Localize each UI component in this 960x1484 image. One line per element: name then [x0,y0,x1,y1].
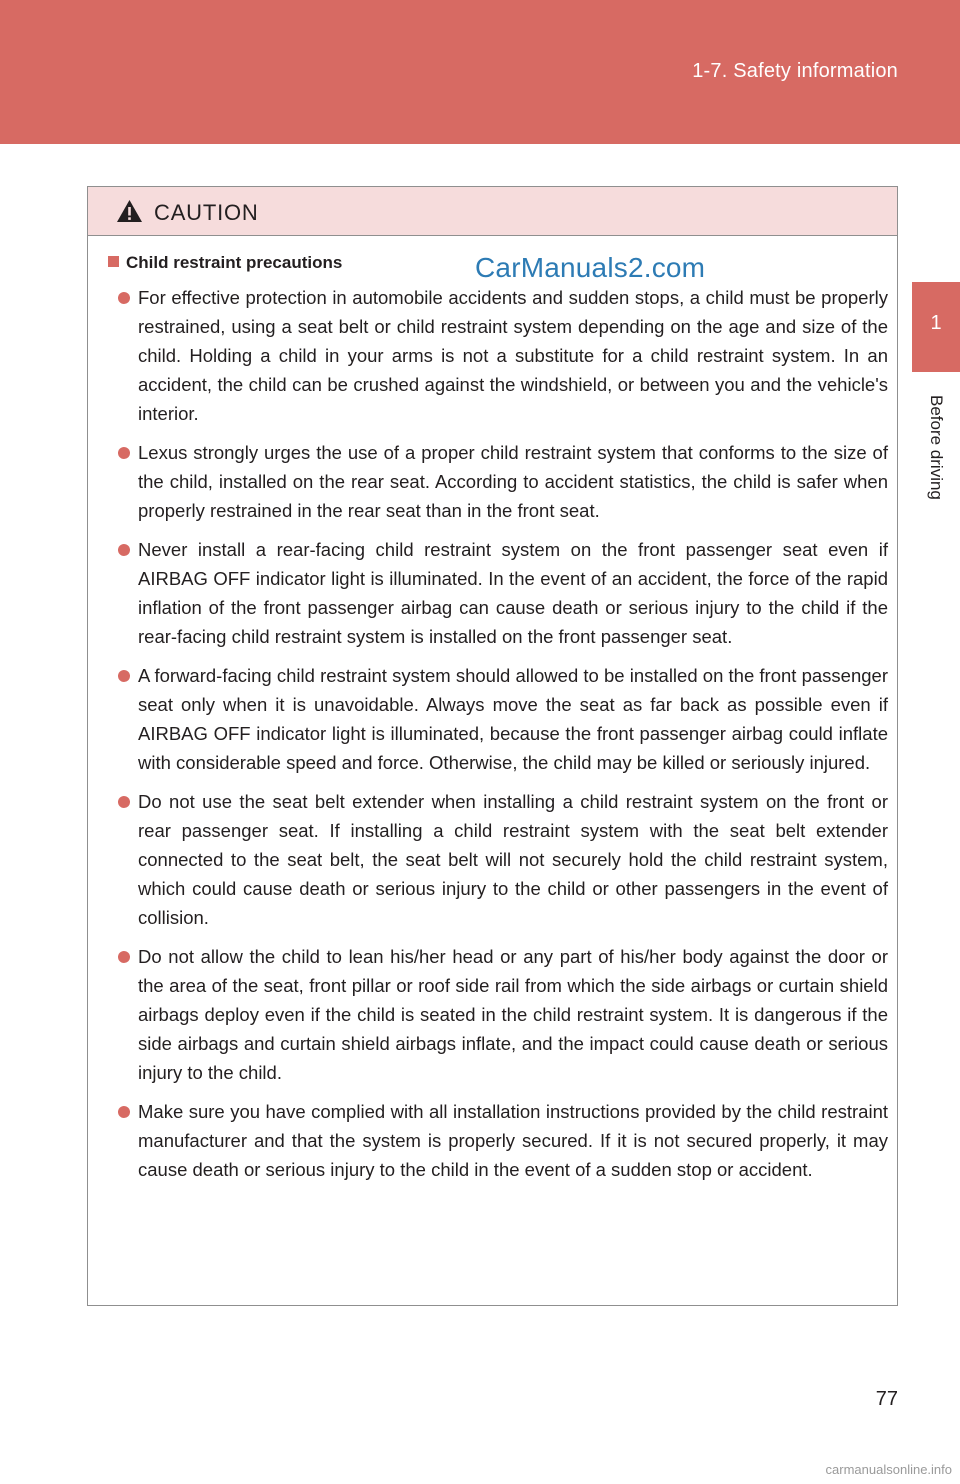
bullet-dot-icon [118,670,130,682]
list-item [108,438,888,525]
bullet-text: Do not allow the child to lean his/her head or any part of his/her body against the door or the area of the seat, front pillar or roof side rail from which the side airbags or curtain shield airbags deploy even if the child is seated in the child restraint system. It is dangerous if the side airbags and curtain shield airbags inflate, and the impact could cause death or serious injury to the child. [138,946,888,1083]
list-item [108,1097,888,1184]
bullet-text: Lexus strongly urges the use of a proper child restraint system that conforms to the size of the child, installed on the rear seat. According to accident statistics, the child is safer when properly restrained in the rear seat than in the front seat. [138,442,888,521]
footer-watermark: carmanualsonline.info [825,1462,952,1477]
chapter-label: Before driving [927,395,946,500]
bullet-text: Do not use the seat belt extender when installing a child restraint system on the front or rear passenger seat. If installing a child restraint system with the seat belt extender connected to the seat belt, the seat belt will not securely hold the child restraint system, which could cause death or serious injury to the child or other passengers in the event of collision. [138,791,888,928]
bullet-dot-icon [118,292,130,304]
bullet-dot-icon [118,796,130,808]
caution-header [88,187,897,236]
bullet-text: A forward-facing child restraint system should allowed to be installed on the front passenger seat only when it is unavoidable. Always move the seat as far back as possible even if AIRBAG OFF indicator light is illuminated, because the front passenger airbag could inflate with considerable speed and force. Otherwise, the child may be killed or seriously injured. [138,665,888,773]
chapter-number: 1 [930,312,942,334]
caution-box [87,186,898,1306]
bullet-text: For effective protection in automobile accidents and sudden stops, a child must be properly restrained, using a seat belt or child restraint system depending on the age and size of the child. Holding a child in your arms is not a substitute for a child restraint system. In an accident, the child can be crushed against the windshield, or between you and the vehicle's interior. [138,287,888,424]
warning-triangle-icon [116,199,143,223]
bullet-text: Make sure you have complied with all installation instructions provided by the child restraint manufacturer and that the system is properly secured. If it is not secured properly, it may cause death or serious injury to the child in the event of a sudden stop or accident. [138,1101,888,1180]
subheading-text: Child restraint precautions [126,253,343,272]
caution-title: CAUTION [154,200,259,225]
caution-content [108,253,888,1194]
section-title: 1-7. Safety information [692,60,898,82]
list-item [108,661,888,777]
bullet-dot-icon [118,544,130,556]
bullet-dot-icon [118,951,130,963]
list-item [108,283,888,428]
list-item [108,942,888,1087]
square-bullet-icon [108,256,119,267]
list-item [108,535,888,651]
bullet-text: Never install a rear-facing child restraint system on the front passenger seat even if AIRBAG OFF indicator light is illuminated. In the event of an accident, the force of the rapid inflation of the front passenger airbag can cause death or serious injury to the child if the rear-facing child restraint system is installed on the front passenger seat. [138,539,888,647]
bullet-dot-icon [118,1106,130,1118]
list-item [108,787,888,932]
watermark-logo: CarManuals2.com [475,252,706,283]
page-number: 77 [875,1388,898,1410]
bullet-dot-icon [118,447,130,459]
